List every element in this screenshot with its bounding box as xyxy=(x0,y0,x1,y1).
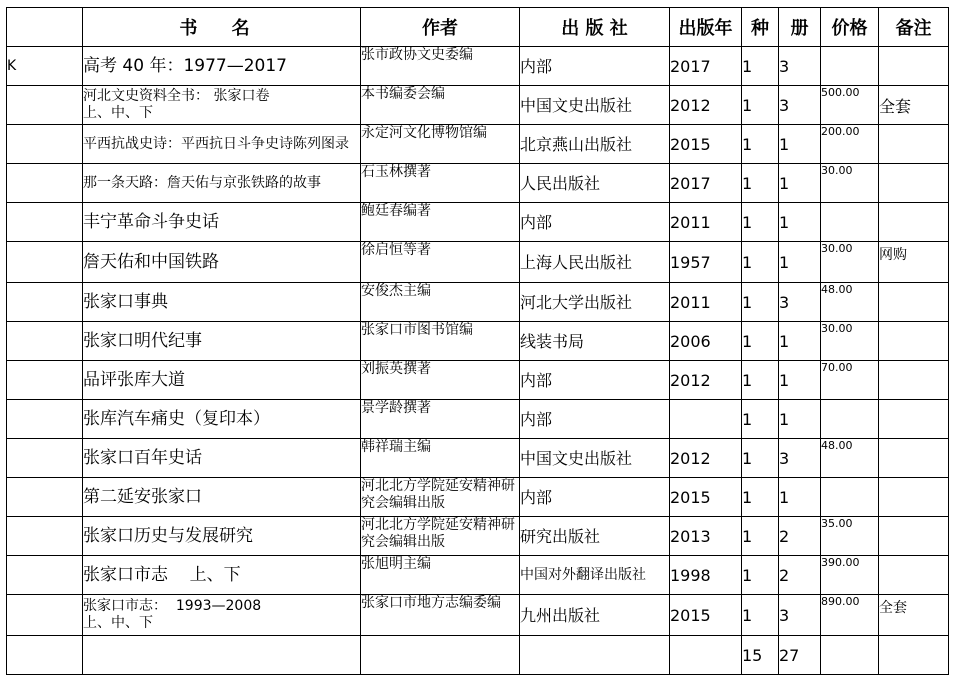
year-cell xyxy=(670,400,742,439)
kinds-cell: 1 xyxy=(742,164,779,203)
publisher-cell: 中国文史出版社 xyxy=(520,86,670,125)
table-row xyxy=(7,517,949,556)
book-title-cell: 张家口百年史话 xyxy=(83,439,361,478)
author-cell: 韩祥瑞主编 xyxy=(361,439,520,478)
totals-row xyxy=(7,636,949,675)
note-cell xyxy=(879,517,949,556)
year-cell: 2013 xyxy=(670,517,742,556)
classification-cell xyxy=(7,164,83,203)
volumes-cell: 1 xyxy=(779,478,821,517)
note-cell: 全套 xyxy=(879,86,949,125)
publisher-cell: 内部 xyxy=(520,400,670,439)
note-cell xyxy=(879,203,949,242)
price-cell: 500.00 xyxy=(821,86,879,125)
total-kinds: 15 xyxy=(742,636,779,675)
publisher-cell: 北京燕山出版社 xyxy=(520,125,670,164)
volumes-cell: 1 xyxy=(779,322,821,361)
header-author: 作者 xyxy=(361,8,520,47)
price-cell: 200.00 xyxy=(821,125,879,164)
header-title: 书 名 xyxy=(83,8,361,47)
classification-cell xyxy=(7,283,83,322)
price-cell: 48.00 xyxy=(821,439,879,478)
price-cell: 48.00 xyxy=(821,283,879,322)
year-cell: 2017 xyxy=(670,164,742,203)
volumes-cell: 2 xyxy=(779,556,821,595)
note-cell xyxy=(879,556,949,595)
note-cell: 网购 xyxy=(879,242,949,283)
classification-cell xyxy=(7,556,83,595)
publisher-cell: 中国文史出版社 xyxy=(520,439,670,478)
price-cell: 30.00 xyxy=(821,164,879,203)
author-cell: 本书编委会编 xyxy=(361,86,520,125)
publisher-cell: 内部 xyxy=(520,361,670,400)
classification-cell: K xyxy=(7,47,83,86)
author-cell: 河北北方学院延安精神研究会编辑出版 xyxy=(361,517,520,556)
price-cell xyxy=(821,478,879,517)
table-row xyxy=(7,47,949,86)
classification-cell xyxy=(7,203,83,242)
publisher-cell: 九州出版社 xyxy=(520,595,670,636)
table-row xyxy=(7,400,949,439)
book-title-cell: 丰宁革命斗争史话 xyxy=(83,203,361,242)
book-title-cell: 平西抗战史诗：平西抗日斗争史诗陈列图录 xyxy=(83,125,361,164)
header-volumes: 册 xyxy=(779,8,821,47)
publisher-cell: 上海人民出版社 xyxy=(520,242,670,283)
year-cell: 2015 xyxy=(670,595,742,636)
author-cell: 永定河文化博物馆编 xyxy=(361,125,520,164)
classification-cell xyxy=(7,322,83,361)
kinds-cell: 1 xyxy=(742,86,779,125)
kinds-cell: 1 xyxy=(742,400,779,439)
totals-empty-cell xyxy=(670,636,742,675)
publisher-cell: 内部 xyxy=(520,478,670,517)
author-cell: 景学龄撰著 xyxy=(361,400,520,439)
table-row xyxy=(7,125,949,164)
author-cell: 张家口市地方志编委编 xyxy=(361,595,520,636)
publisher-cell: 研究出版社 xyxy=(520,517,670,556)
classification-cell xyxy=(7,478,83,517)
year-cell: 1957 xyxy=(670,242,742,283)
header-row xyxy=(7,8,949,47)
classification-cell xyxy=(7,86,83,125)
note-cell xyxy=(879,439,949,478)
volumes-cell: 3 xyxy=(779,439,821,478)
volumes-cell: 3 xyxy=(779,86,821,125)
note-cell xyxy=(879,125,949,164)
kinds-cell: 1 xyxy=(742,242,779,283)
header-publisher: 出 版 社 xyxy=(520,8,670,47)
book-title-cell: 张家口历史与发展研究 xyxy=(83,517,361,556)
kinds-cell: 1 xyxy=(742,47,779,86)
kinds-cell: 1 xyxy=(742,125,779,164)
table-row xyxy=(7,439,949,478)
totals-empty-cell xyxy=(879,636,949,675)
note-cell xyxy=(879,361,949,400)
price-cell xyxy=(821,203,879,242)
year-cell: 2012 xyxy=(670,439,742,478)
year-cell: 2015 xyxy=(670,125,742,164)
volumes-cell: 1 xyxy=(779,164,821,203)
author-cell: 安俊杰主编 xyxy=(361,283,520,322)
totals-empty-cell xyxy=(7,636,83,675)
kinds-cell: 1 xyxy=(742,517,779,556)
volumes-cell: 1 xyxy=(779,400,821,439)
publisher-cell: 河北大学出版社 xyxy=(520,283,670,322)
book-title-cell: 詹天佑和中国铁路 xyxy=(83,242,361,283)
total-volumes: 27 xyxy=(779,636,821,675)
table-row xyxy=(7,322,949,361)
book-title-cell: 张家口事典 xyxy=(83,283,361,322)
kinds-cell: 1 xyxy=(742,556,779,595)
note-cell xyxy=(879,283,949,322)
volumes-cell: 1 xyxy=(779,361,821,400)
year-cell: 2011 xyxy=(670,283,742,322)
note-cell xyxy=(879,322,949,361)
table-row xyxy=(7,361,949,400)
author-cell: 鲍廷春编著 xyxy=(361,203,520,242)
volumes-cell: 1 xyxy=(779,203,821,242)
price-cell: 30.00 xyxy=(821,242,879,283)
header-note: 备注 xyxy=(879,8,949,47)
volumes-cell: 3 xyxy=(779,595,821,636)
kinds-cell: 1 xyxy=(742,283,779,322)
table-row xyxy=(7,203,949,242)
book-title-cell: 张家口市志： 1993—2008 上、中、下 xyxy=(83,595,361,636)
author-cell: 张旭明主编 xyxy=(361,556,520,595)
kinds-cell: 1 xyxy=(742,478,779,517)
author-cell: 徐启恒等著 xyxy=(361,242,520,283)
totals-empty-cell xyxy=(83,636,361,675)
note-cell xyxy=(879,478,949,517)
header-kinds: 种 xyxy=(742,8,779,47)
kinds-cell: 1 xyxy=(742,322,779,361)
book-list-table xyxy=(6,7,949,675)
publisher-cell: 人民出版社 xyxy=(520,164,670,203)
volumes-cell: 3 xyxy=(779,47,821,86)
author-cell: 刘振英撰著 xyxy=(361,361,520,400)
price-cell: 35.00 xyxy=(821,517,879,556)
year-cell: 2012 xyxy=(670,361,742,400)
year-cell: 2017 xyxy=(670,47,742,86)
price-cell: 390.00 xyxy=(821,556,879,595)
table-row xyxy=(7,478,949,517)
header-price: 价格 xyxy=(821,8,879,47)
publisher-cell: 内部 xyxy=(520,203,670,242)
kinds-cell: 1 xyxy=(742,361,779,400)
book-title-cell: 张家口市志 上、下 xyxy=(83,556,361,595)
author-cell: 张家口市图书馆编 xyxy=(361,322,520,361)
price-cell: 890.00 xyxy=(821,595,879,636)
header-year: 出版年 xyxy=(670,8,742,47)
publisher-cell: 内部 xyxy=(520,47,670,86)
year-cell: 2012 xyxy=(670,86,742,125)
book-title-cell: 品评张库大道 xyxy=(83,361,361,400)
book-title-cell: 河北文史资料全书： 张家口卷 上、中、下 xyxy=(83,86,361,125)
totals-empty-cell xyxy=(361,636,520,675)
price-cell xyxy=(821,47,879,86)
year-cell: 2011 xyxy=(670,203,742,242)
header-classification xyxy=(7,8,83,47)
year-cell: 2006 xyxy=(670,322,742,361)
price-cell: 70.00 xyxy=(821,361,879,400)
volumes-cell: 3 xyxy=(779,283,821,322)
volumes-cell: 1 xyxy=(779,125,821,164)
table-row xyxy=(7,86,949,125)
table-row xyxy=(7,164,949,203)
note-cell xyxy=(879,47,949,86)
author-cell: 河北北方学院延安精神研究会编辑出版 xyxy=(361,478,520,517)
kinds-cell: 1 xyxy=(742,595,779,636)
book-title-cell: 张库汽车痛史（复印本） xyxy=(83,400,361,439)
kinds-cell: 1 xyxy=(742,203,779,242)
kinds-cell: 1 xyxy=(742,439,779,478)
table-row xyxy=(7,242,949,283)
price-cell xyxy=(821,400,879,439)
book-title-cell: 那一条天路：詹天佑与京张铁路的故事 xyxy=(83,164,361,203)
author-cell: 张市政协文史委编 xyxy=(361,47,520,86)
table-row xyxy=(7,283,949,322)
classification-cell xyxy=(7,361,83,400)
volumes-cell: 1 xyxy=(779,242,821,283)
table-row xyxy=(7,556,949,595)
book-title-cell: 高考 40 年：1977—2017 xyxy=(83,47,361,86)
note-cell xyxy=(879,400,949,439)
totals-empty-cell xyxy=(520,636,670,675)
publisher-cell: 中国对外翻译出版社 xyxy=(520,556,670,595)
table-row xyxy=(7,595,949,636)
author-cell: 石玉林撰著 xyxy=(361,164,520,203)
price-cell: 30.00 xyxy=(821,322,879,361)
classification-cell xyxy=(7,439,83,478)
book-title-cell: 第二延安张家口 xyxy=(83,478,361,517)
book-title-cell: 张家口明代纪事 xyxy=(83,322,361,361)
year-cell: 2015 xyxy=(670,478,742,517)
classification-cell xyxy=(7,400,83,439)
note-cell xyxy=(879,164,949,203)
note-cell: 全套 xyxy=(879,595,949,636)
classification-cell xyxy=(7,595,83,636)
classification-cell xyxy=(7,517,83,556)
classification-cell xyxy=(7,242,83,283)
year-cell: 1998 xyxy=(670,556,742,595)
publisher-cell: 线装书局 xyxy=(520,322,670,361)
volumes-cell: 2 xyxy=(779,517,821,556)
totals-empty-cell xyxy=(821,636,879,675)
classification-cell xyxy=(7,125,83,164)
